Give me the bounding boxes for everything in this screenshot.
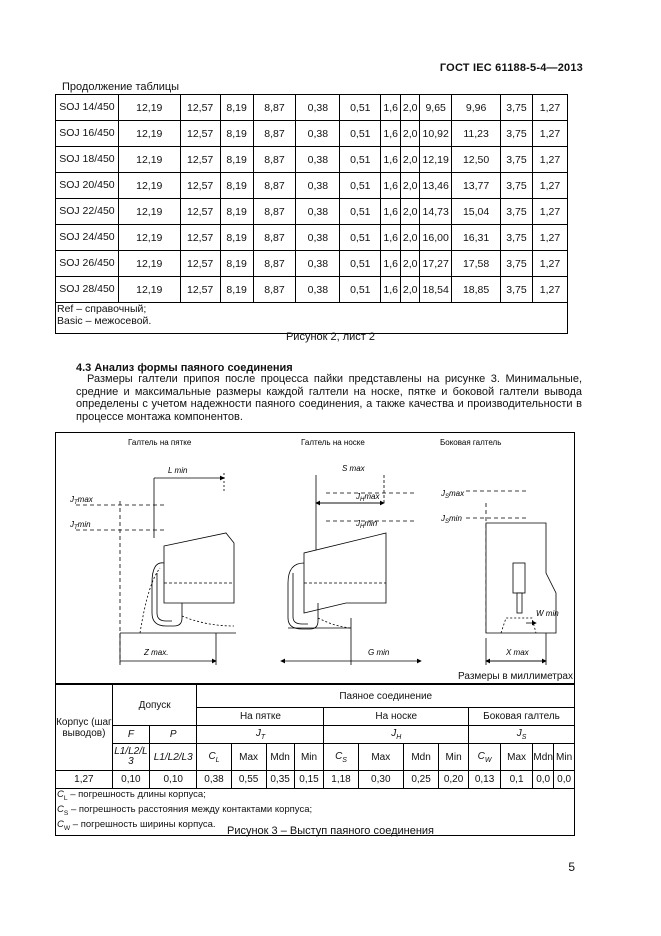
document-header: ГОСТ IEC 61188-5-4—2013	[439, 62, 583, 74]
th-p-sub: L1/L2/L3	[149, 744, 197, 771]
table-row	[56, 95, 568, 121]
value-cell: 1,27	[532, 147, 567, 173]
table-row	[56, 251, 568, 277]
jt-max-label: $J_T\max$	[70, 495, 93, 506]
value-cell: 1,6	[381, 225, 401, 251]
value-cell: 17,27	[420, 251, 452, 277]
jt-min-label: $J_T\min$	[70, 520, 91, 531]
solder-fillet-figure	[55, 432, 575, 684]
value-cell: 12,19	[118, 251, 180, 277]
value-cell: 12,57	[180, 199, 220, 225]
value-cell: 3,75	[501, 277, 533, 303]
value-cell: 8,87	[253, 95, 296, 121]
package-cell: SOJ 20/450	[56, 173, 119, 199]
th-cs: $C_S$	[324, 744, 358, 771]
value-cell: 9,96	[452, 95, 501, 121]
th-tolerance: Допуск	[112, 685, 197, 726]
value-cell: 0,51	[340, 121, 381, 147]
page-number: 5	[568, 860, 575, 874]
value-cell: 8,19	[220, 147, 253, 173]
th-jt: $J_T$	[197, 726, 324, 744]
toe-view	[281, 475, 421, 665]
value-cell: 0,38	[296, 199, 340, 225]
package-cell: SOJ 18/450	[56, 147, 119, 173]
value-cell: 12,57	[180, 251, 220, 277]
value-cell: 1,27	[532, 277, 567, 303]
value-cell: 0,38	[296, 147, 340, 173]
value-cell: 2,0	[401, 95, 420, 121]
side-fillet-title: Боковая галтель	[440, 438, 502, 447]
note-cw: $C_W$ – погрешность ширины корпуса.	[57, 819, 216, 833]
value-cell: 3,75	[501, 225, 533, 251]
th-jh: $J_H$	[324, 726, 469, 744]
value-cell: 1,27	[532, 251, 567, 277]
value-cell: 3,75	[501, 147, 533, 173]
value-cell: 0,10	[112, 771, 149, 789]
value-cell: 0,51	[340, 251, 381, 277]
heel-fillet-title: Галтель на пятке	[128, 438, 192, 447]
value-cell: 1,27	[532, 121, 567, 147]
side-view	[466, 491, 556, 665]
l-min-label: L min	[168, 466, 188, 475]
value-cell: 0,51	[340, 147, 381, 173]
value-cell: 8,19	[220, 251, 253, 277]
value-cell: 0,10	[149, 771, 197, 789]
value-cell: 0,38	[296, 277, 340, 303]
value-cell: 8,19	[220, 95, 253, 121]
th-toe: На носке	[324, 708, 469, 726]
value-cell: 18,54	[420, 277, 452, 303]
value-cell: 12,50	[452, 147, 501, 173]
value-cell: 0,1	[501, 771, 533, 789]
th-max-1: Max	[231, 744, 266, 771]
package-cell: SOJ 22/450	[56, 199, 119, 225]
table-row	[56, 277, 568, 303]
value-cell: 2,0	[401, 225, 420, 251]
note-basic: Basic – межосевой.	[57, 315, 152, 327]
figure-3-caption: Рисунок 3 – Выступ паяного соединения	[226, 825, 435, 837]
table-row	[56, 771, 575, 789]
th-max-3: Max	[501, 744, 533, 771]
th-min-1: Min	[294, 744, 324, 771]
value-cell: 12,19	[118, 95, 180, 121]
value-cell: 0,35	[266, 771, 294, 789]
value-cell: 8,87	[253, 251, 296, 277]
note-ref: Ref – справочный;	[57, 303, 147, 315]
th-f-sub: L1/L2/L3	[112, 744, 149, 771]
th-heel: На пятке	[197, 708, 324, 726]
th-f: F	[112, 726, 149, 744]
value-cell: 3,75	[501, 199, 533, 225]
value-cell: 16,00	[420, 225, 452, 251]
value-cell: 2,0	[401, 199, 420, 225]
value-cell: 3,75	[501, 121, 533, 147]
value-cell: 0,38	[296, 225, 340, 251]
value-cell: 0,55	[231, 771, 266, 789]
value-cell: 0,51	[340, 199, 381, 225]
value-cell: 12,19	[118, 277, 180, 303]
value-cell: 12,57	[180, 173, 220, 199]
value-cell: 0,51	[340, 95, 381, 121]
value-cell: 12,19	[118, 121, 180, 147]
package-cell: SOJ 14/450	[56, 95, 119, 121]
value-cell: 13,77	[452, 173, 501, 199]
toe-fillet-title: Галтель на носке	[301, 438, 365, 447]
value-cell: 2,0	[401, 147, 420, 173]
package-cell: SOJ 16/450	[56, 121, 119, 147]
package-cell: SOJ 24/450	[56, 225, 119, 251]
js-min-label: $J_S\min$	[441, 514, 462, 525]
note-cl: $C_L$ – погрешность длины корпуса;	[57, 789, 206, 802]
value-cell: 8,87	[253, 147, 296, 173]
value-cell: 12,19	[118, 147, 180, 173]
value-cell: 12,19	[118, 225, 180, 251]
value-cell: 3,75	[501, 251, 533, 277]
th-mdn-3: Mdn	[533, 744, 554, 771]
value-cell: 0,30	[358, 771, 403, 789]
table-row	[56, 121, 568, 147]
table-row	[56, 173, 568, 199]
table-notes	[56, 303, 568, 334]
th-min-2: Min	[439, 744, 469, 771]
value-cell: 8,87	[253, 121, 296, 147]
value-cell: 0,20	[439, 771, 469, 789]
value-cell: 0,0	[533, 771, 554, 789]
value-cell: 8,19	[220, 121, 253, 147]
value-cell: 3,75	[501, 95, 533, 121]
value-cell: 12,57	[180, 95, 220, 121]
value-cell: 0,15	[294, 771, 324, 789]
th-max-2: Max	[358, 744, 403, 771]
value-cell: 18,85	[452, 277, 501, 303]
value-cell: 1,6	[381, 173, 401, 199]
value-cell: 1,27	[532, 225, 567, 251]
s-max-label: S max	[342, 464, 365, 473]
value-cell: 11,23	[452, 121, 501, 147]
value-cell: 0,13	[469, 771, 501, 789]
fillet-table	[55, 684, 575, 836]
value-cell: 1,27	[532, 173, 567, 199]
th-min-3: Min	[554, 744, 575, 771]
value-cell: 8,19	[220, 277, 253, 303]
value-cell: 0,51	[340, 173, 381, 199]
value-cell: 13,46	[420, 173, 452, 199]
value-cell: 1,6	[381, 199, 401, 225]
value-cell: 1,27	[532, 199, 567, 225]
th-p: P	[149, 726, 197, 744]
jh-max-label: $J_H\max$	[356, 492, 380, 503]
th-cl: $C_L$	[197, 744, 231, 771]
value-cell: 1,6	[381, 277, 401, 303]
value-cell: 12,57	[180, 121, 220, 147]
g-min-label: G min	[368, 648, 390, 657]
value-cell: 8,87	[253, 199, 296, 225]
th-js: $J_S$	[469, 726, 575, 744]
value-cell: 10,92	[420, 121, 452, 147]
figure-2-caption: Рисунок 2, лист 2	[285, 331, 376, 343]
value-cell: 12,19	[118, 199, 180, 225]
value-cell: 0,38	[197, 771, 231, 789]
value-cell: 8,87	[253, 277, 296, 303]
value-cell: 9,65	[420, 95, 452, 121]
value-cell: 1,6	[381, 121, 401, 147]
package-cell: SOJ 26/450	[56, 251, 119, 277]
value-cell: 3,75	[501, 173, 533, 199]
section-paragraph: Размеры галтели припоя после процесса пайки представлены на рисунке 3. Минимальные, средние и максимальные размеры каждой галтели на носке, пятке и боковой галтели вывода определены с учетом надежности паяного соединения, а также качества и производительности в процессе монтажа компонентов.	[76, 373, 582, 423]
value-cell: 0,38	[296, 251, 340, 277]
x-max-label: X max	[506, 648, 529, 657]
package-cell: SOJ 28/450	[56, 277, 119, 303]
value-cell: 0,51	[340, 277, 381, 303]
jh-min-label: $J_H\min$	[356, 519, 378, 530]
section-title: 4.3 Анализ формы паяного соединения	[76, 362, 293, 374]
value-cell: 2,0	[401, 173, 420, 199]
value-cell: 2,0	[401, 277, 420, 303]
th-solder-joint: Паяное соединение	[197, 685, 575, 708]
value-cell: 8,19	[220, 225, 253, 251]
th-cw: $C_W$	[469, 744, 501, 771]
value-cell: 0,38	[296, 173, 340, 199]
table-row	[56, 225, 568, 251]
value-cell: 1,18	[324, 771, 358, 789]
value-cell: 1,6	[381, 147, 401, 173]
value-cell: 12,57	[180, 225, 220, 251]
value-cell: 0,0	[554, 771, 575, 789]
value-cell: 8,87	[253, 225, 296, 251]
value-cell: 1,6	[381, 251, 401, 277]
value-cell: 16,31	[452, 225, 501, 251]
value-cell: 0,38	[296, 95, 340, 121]
value-cell: 2,0	[401, 251, 420, 277]
heel-view	[76, 473, 236, 665]
value-cell: 8,87	[253, 173, 296, 199]
table-continuation-label: Продолжение таблицы	[62, 81, 180, 93]
th-body: Корпус (шаг выводов)	[56, 685, 113, 771]
value-cell: 0,38	[296, 121, 340, 147]
th-mdn-2: Mdn	[404, 744, 439, 771]
value-cell: 14,73	[420, 199, 452, 225]
value-cell: 1,6	[381, 95, 401, 121]
value-cell: 8,19	[220, 199, 253, 225]
js-max-label: $J_S\max$	[441, 489, 465, 500]
value-cell: 17,58	[452, 251, 501, 277]
note-cs: $C_S$ – погрешность расстояния между контактами корпуса;	[57, 804, 313, 818]
th-mdn-1: Mdn	[266, 744, 294, 771]
value-cell: 1,27	[56, 771, 113, 789]
th-side: Боковая галтель	[469, 708, 575, 726]
w-min-label: W min	[536, 609, 559, 618]
value-cell: 8,19	[220, 173, 253, 199]
dimensions-note: Размеры в миллиметрах	[458, 671, 573, 682]
value-cell: 12,57	[180, 277, 220, 303]
dimensions-table	[55, 94, 568, 334]
value-cell: 2,0	[401, 121, 420, 147]
table-row	[56, 199, 568, 225]
value-cell: 0,25	[404, 771, 439, 789]
z-max-label: Z max.	[144, 648, 169, 657]
value-cell: 1,27	[532, 95, 567, 121]
fillet-drawing	[56, 433, 574, 683]
value-cell: 15,04	[452, 199, 501, 225]
value-cell: 12,19	[118, 173, 180, 199]
value-cell: 12,19	[420, 147, 452, 173]
value-cell: 12,57	[180, 147, 220, 173]
table-row	[56, 147, 568, 173]
value-cell: 0,51	[340, 225, 381, 251]
